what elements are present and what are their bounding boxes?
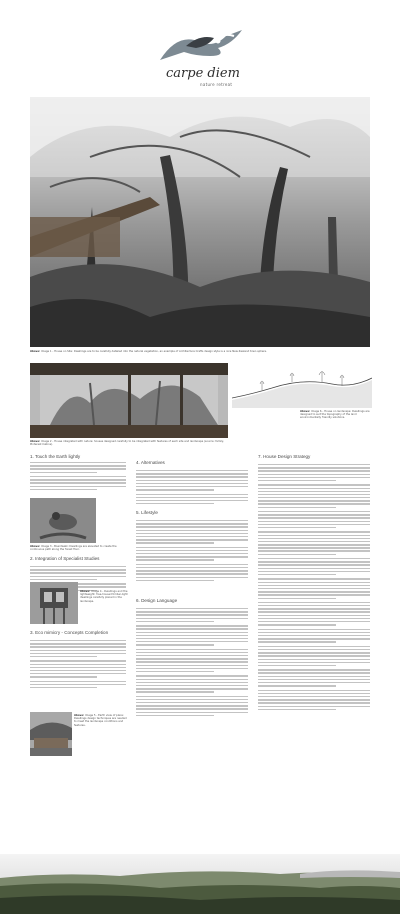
image-house-interior [30, 363, 228, 438]
image-boardwalk [30, 498, 96, 543]
heading-3: 3. Eco mimicry - Concepts Completion [30, 630, 109, 635]
text-block-3 [30, 640, 126, 690]
image-earth-view [30, 712, 72, 756]
image-landscape-banner [0, 854, 400, 914]
caption-image1: Above: Image 1 - House on Site: Dwellings are to be carefully detailed into the natural vegetation, an example of Architecture Crafts design style is a nice New Zealand town sphere. [30, 350, 267, 353]
text-block-6 [136, 608, 248, 718]
heading-7: 7. House Design Strategy [258, 454, 311, 459]
heading-5: 5. Lifestyle [136, 510, 158, 515]
caption-image3: Above: Image 3 - Boardwalk: Dwellings are elevated to create the continuous path along the forest floor. [30, 545, 117, 552]
text-block-1 [30, 462, 126, 492]
brand-title: carpe diem [166, 66, 240, 81]
caption-section: Above: Image 6 - House on landscape: Dwellings are designed to suit the topography of the land environmentally friendly solutions. [300, 410, 370, 420]
text-block-5 [136, 520, 248, 583]
logo [156, 26, 246, 87]
text-block-4 [136, 470, 248, 506]
heading-1: 1. Touch the Earth lightly [30, 454, 81, 459]
section-diagram [232, 368, 372, 408]
image-forest-house [30, 97, 370, 347]
caption-image5: Above: Image 5 - Earth view of place: Dwellings design techniques are needed to meet the landscape conditions and features. [74, 714, 127, 727]
bird-logo-icon [156, 26, 246, 66]
caption-image4: Above: Image 4 - Dwellings and the lightweight: free-housed timber-light dwellings carefully placed in the landscape. [80, 590, 128, 603]
text-block-7 [258, 464, 370, 712]
caption-image2: Above: Image 2 - House integrated with nature: houses designed carefully to be integrated with features of each site and landscape (source: family, Pinterest Cabins). [30, 440, 225, 447]
image-dwelling-lightweight [30, 582, 78, 624]
heading-4: 4. Alternatives [136, 460, 165, 465]
heading-6: 6. Design Language [136, 598, 178, 603]
brand-subtitle: nature retreat [200, 82, 233, 87]
heading-2: 2. Integration of Specialist Studies [30, 556, 100, 561]
